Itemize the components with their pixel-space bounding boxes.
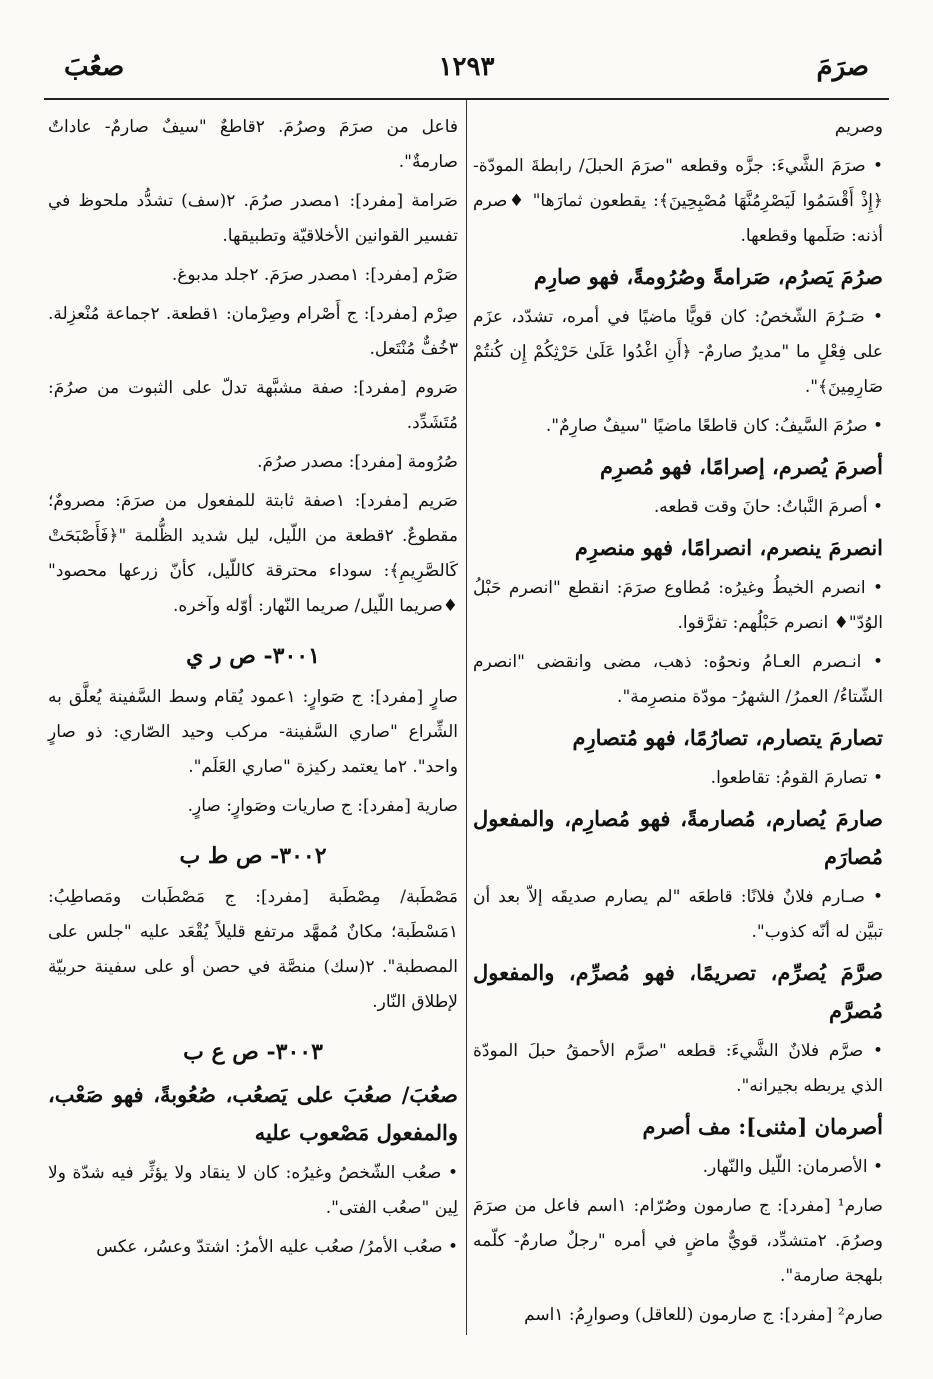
root-group-heading: ٣٠٠٢- ص ط ب	[179, 843, 327, 869]
entry-headword: أصرمَ يُصرم، إصرامًا، فهو مُصرِم	[599, 454, 883, 479]
page-number: ١٢٩٣	[438, 52, 495, 82]
entry-line: صارٍ [مفرد]: ج صَوارٍ: ١عمود يُقام وسط السَّفينة يُعلَّق به الشِّراع "صاري السَّفينة- مركب وحيد الصّاري: ذو صارٍ واحد". ٢ما يعتمد ركيزة "صاري العَلَم".	[48, 687, 458, 777]
entry-line: فاعل من صرَمَ وصرُمَ. ٢قاطعٌ "سيفٌ صارمٌ- عاداتٌ صارمةٌ".	[48, 117, 458, 172]
entry-line: صِرْم [مفرد]: ج أَصْرام وصِرْمان: ١قطعة. ٢جماعة مُنْعزِلة. ٣خُفٌّ مُنْتَعل.	[48, 304, 458, 359]
entry-headword: أصرمان [مثنى]: مف أصرم	[642, 1114, 883, 1139]
root-group-heading: ٣٠٠٣- ص ع ب	[183, 1039, 323, 1065]
left-column	[48, 110, 458, 1269]
entry-line: صَرامة [مفرد]: ١مصدر صرُمَ. ٢(سف) تشدُّد ملحوظ في تفسير القوانين الأخلاقيّة وتطبيقها.	[48, 191, 458, 246]
entry-headword: صعُبَ/ صعُبَ على يَصعُب، صُعُوبةً، فهو صَعْب، والمفعول مَصْعوب عليه	[48, 1082, 458, 1145]
entry-line: • الأصرمان: اللّيل والنّهار.	[702, 1157, 883, 1177]
entry-line: • صَـرُمَ الشّخصُ: كان قويًّا ماضيًا في أمره، تشدّد، عزَم على فِعْلٍ ما "مديرٌ صارمٌ- ﴿أَنِ اغْدُوا عَلَىٰ حَرْثِكُمْ إِن كُنتُمْ صَارِمِينَ﴾".	[473, 307, 883, 397]
entry-line: صُرُومة [مفرد]: مصدر صرُمَ.	[257, 452, 458, 472]
entry-headword: صارمَ يُصارم، مُصارمةً، فهو مُصارِم، والمفعول مُصارَم	[473, 806, 883, 869]
entry-headword: صرُمَ يَصرُم، صَرامةً وصُرُومةً، فهو صارِم	[533, 264, 883, 289]
entry-line: • صعُب الشّخصُ وغيرُه: كان لا ينقاد ولا يؤثِّر فيه شدّة ولا لِين "صعُب الفتى".	[48, 1163, 458, 1218]
entry-line: صارم² [مفرد]: ج صارمون (للعاقل) وصوارِمُ: ١اسم	[524, 1305, 883, 1325]
column-divider	[466, 100, 467, 1335]
entry-line: • صرُمَ السَّيفُ: كان قاطعًا ماضيًا "سيفٌ صارِمٌ".	[545, 416, 883, 436]
entry-line: • صرَمَ الشَّيءَ: جزَّه وقطعه "صرَمَ الحبلَ/ رابطةَ المودّة- ﴿إِذْ أَقْسَمُوا لَيَصْرِمُنَّهَا مُصْبِحِينَ﴾: يقطعون ثمارَها" ♦صرم أذنه: صَلَمها وقطعها.	[473, 156, 883, 246]
entry-line: وصريم	[834, 117, 883, 137]
root-group-heading: ٣٠٠١- ص ر ي	[186, 643, 320, 669]
entry-line: • أصرمَ النَّباتُ: حانَ وقت قطعه.	[653, 497, 883, 517]
entry-headword: تصارمَ يتصارم، تصارُمًا، فهو مُتصارِم	[572, 725, 883, 750]
entry-line: • انصرم الخيطُ وغيرُه: مُطاوع صرَمَ: انقطع "انصرم حَبْلُ الوُدّ"♦ انصرم حَبْلُهم: تفرَّقوا.	[473, 578, 883, 633]
entry-line: صَروم [مفرد]: صفة مشبَّهة تدلّ على الثبوت من صرُمَ: مُتَشَدِّد.	[48, 378, 458, 433]
header-left-guide-word: صعُبَ	[64, 52, 125, 82]
page-header	[44, 52, 889, 98]
entry-line: • تصارمَ القومُ: تقاطعوا.	[710, 768, 883, 788]
entry-line: مَصْطَبة/ مِصْطَبة [مفرد]: ج مَصْطَبات ومَصاطِبُ: ١مَسْطَبة؛ مكانٌ مُمهَّد مرتفع قليلاً يُقْعَد عليه "جلس على المصطبة". ٢(سك) منصَّة في حصن أو على سفينة حربيّة لإطلاق النّار.	[48, 887, 458, 1012]
entry-line: • صعُب الأمرُ/ صعُب عليه الأمرُ: اشتدّ وعسُر، عكس	[96, 1237, 458, 1257]
right-column	[473, 110, 883, 1337]
entry-headword: انصرمَ ينصرم، انصرامًا، فهو منصرِم	[574, 535, 883, 560]
entry-headword: صرَّمَ يُصرِّم، تصريمًا، فهو مُصرِّم، والمفعول مُصرَّم	[473, 960, 883, 1023]
header-right-guide-word: صرَمَ	[816, 52, 869, 82]
entry-line: صَرْم [مفرد]: ١مصدر صرَمَ. ٢جلد مدبوغ.	[171, 265, 458, 285]
entry-line: • انـصرم العـامُ ونحوُه: ذهب، مضى وانقضى "انصرم الشّتاءُ/ العمرُ/ الشهرُ- مودّة منصرِمة".	[473, 652, 883, 707]
entry-line: • صـارم فلانٌ فلانًا: قاطعَه "لم يصارم صديقَه إلاّ بعد أن تبيَّن له أنّه كذوب".	[473, 887, 883, 942]
entry-line: • صرَّم فلانٌ الشَّيءَ: قطعه "صرَّم الأحمقُ حبلَ المودّة الذي يربطه بجيرانه".	[473, 1041, 883, 1096]
entry-line: صارية [مفرد]: ج صاريات وصَوارٍ: صارٍ.	[187, 796, 458, 816]
entry-line: صَريم [مفرد]: ١صفة ثابتة للمفعول من صرَمَ: مصرومٌ؛ مقطوعٌ. ٢قطعة من اللّيل، ليل شديد الظُّلمة "﴿فَأَصْبَحَتْ كَالصَّرِيمِ﴾: سوداء محترقة كاللّيل، كأنّ زرعها محصود" ♦صريما اللّيل/ صريما النّهار: أوّله وآخره.	[48, 491, 459, 616]
entry-line: صارم¹ [مفرد]: ج صارمون وصُرّام: ١اسم فاعل من صرَمَ وصرُمَ. ٢متشدِّد، قويٌّ ماضٍ في أمره "رجلٌ صارمٌ- كلّمه بلهجة صارمة".	[473, 1196, 884, 1286]
